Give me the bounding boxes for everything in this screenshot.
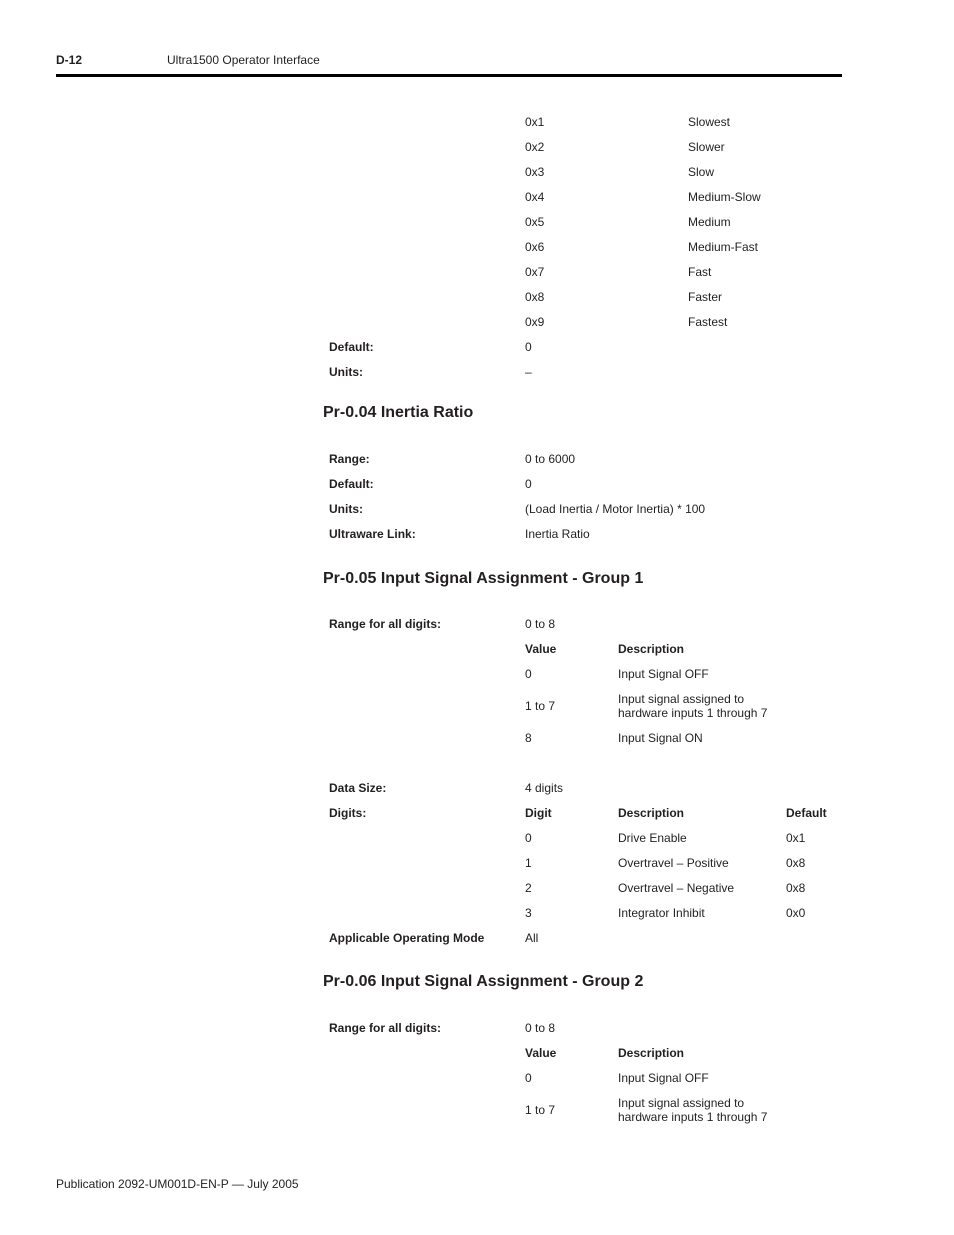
digit-description-cell: Integrator Inhibit [618,906,705,920]
value-column-header: Value [525,642,557,656]
description-cell: Input Signal OFF [618,1071,709,1085]
digit-cell: 0 [525,831,532,845]
section-heading-pr-0-04: Pr-0.04 Inertia Ratio [323,404,474,421]
digit-default-cell: 0x0 [786,906,806,920]
digit-description-cell: Overtravel – Positive [618,856,729,870]
speed-label: Slower [688,140,725,154]
speed-code: 0x3 [525,165,545,179]
operating-mode-label: Applicable Operating Mode [329,931,485,945]
value-cell: 1 to 7 [525,1103,556,1117]
param-value: 0 to 6000 [525,452,576,466]
units-value: – [525,365,532,379]
param-label: Range: [329,452,370,466]
speed-code: 0x5 [525,215,545,229]
speed-code: 0x6 [525,240,545,254]
data-size-label: Data Size: [329,781,387,795]
digit-description-cell: Overtravel – Negative [618,881,735,895]
digit-cell: 3 [525,906,532,920]
description-column-header: Description [618,1046,685,1060]
param-label: Units: [329,502,363,516]
digit-cell: 2 [525,881,532,895]
range-label: Range for all digits: [329,617,442,631]
range-value: 0 to 8 [525,617,556,631]
digit-description-cell: Drive Enable [618,831,687,845]
description-cell: Input Signal OFF [618,667,709,681]
value-column-header: Value [525,1046,557,1060]
digits-label: Digits: [329,806,367,820]
value-cell: 0 [525,1071,532,1085]
value-cell: 1 to 7 [525,699,556,713]
digit-default-cell: 0x8 [786,881,806,895]
speed-code: 0x1 [525,115,545,129]
speed-code: 0x8 [525,290,545,304]
publication-footer: Publication 2092-UM001D-EN-P — July 2005 [56,1177,299,1191]
param-label: Default: [329,477,374,491]
data-size-value: 4 digits [525,781,564,795]
operating-mode-value: All [525,931,539,945]
speed-label: Slow [688,165,715,179]
page-number: D-12 [56,53,83,67]
param-value: Inertia Ratio [525,527,590,541]
speed-code: 0x4 [525,190,545,204]
speed-code: 0x9 [525,315,545,329]
description-column-header: Description [618,806,685,820]
section-heading-pr-0-06: Pr-0.06 Input Signal Assignment - Group 2 [323,973,644,990]
param-value: (Load Inertia / Motor Inertia) * 100 [525,502,706,516]
speed-label: Fast [688,265,712,279]
speed-code: 0x7 [525,265,545,279]
speed-label: Faster [688,290,723,304]
value-cell: 0 [525,667,532,681]
digit-default-cell: 0x8 [786,856,806,870]
value-cell: 8 [525,731,532,745]
default-value: 0 [525,340,532,354]
speed-code: 0x2 [525,140,545,154]
speed-label: Medium-Slow [688,190,761,204]
running-header-title: Ultra1500 Operator Interface [167,53,320,67]
description-cell: Input signal assigned to hardware inputs 1 through 7 [618,692,768,720]
speed-label: Slowest [688,115,731,129]
default-column-header: Default [786,806,827,820]
range-label: Range for all digits: [329,1021,442,1035]
units-label: Units: [329,365,363,379]
param-value: 0 [525,477,532,491]
section-heading-pr-0-05: Pr-0.05 Input Signal Assignment - Group 1 [323,570,644,587]
description-cell: Input Signal ON [618,731,703,745]
param-label: Ultraware Link: [329,527,416,541]
range-value: 0 to 8 [525,1021,556,1035]
speed-label: Medium-Fast [688,240,759,254]
description-cell: Input signal assigned to hardware inputs 1 through 7 [618,1096,768,1124]
speed-label: Fastest [688,315,728,329]
digit-default-cell: 0x1 [786,831,806,845]
description-column-header: Description [618,642,685,656]
digit-cell: 1 [525,856,532,870]
digit-column-header: Digit [525,806,552,820]
default-label: Default: [329,340,374,354]
header-rule [56,74,842,77]
speed-label: Medium [688,215,731,229]
